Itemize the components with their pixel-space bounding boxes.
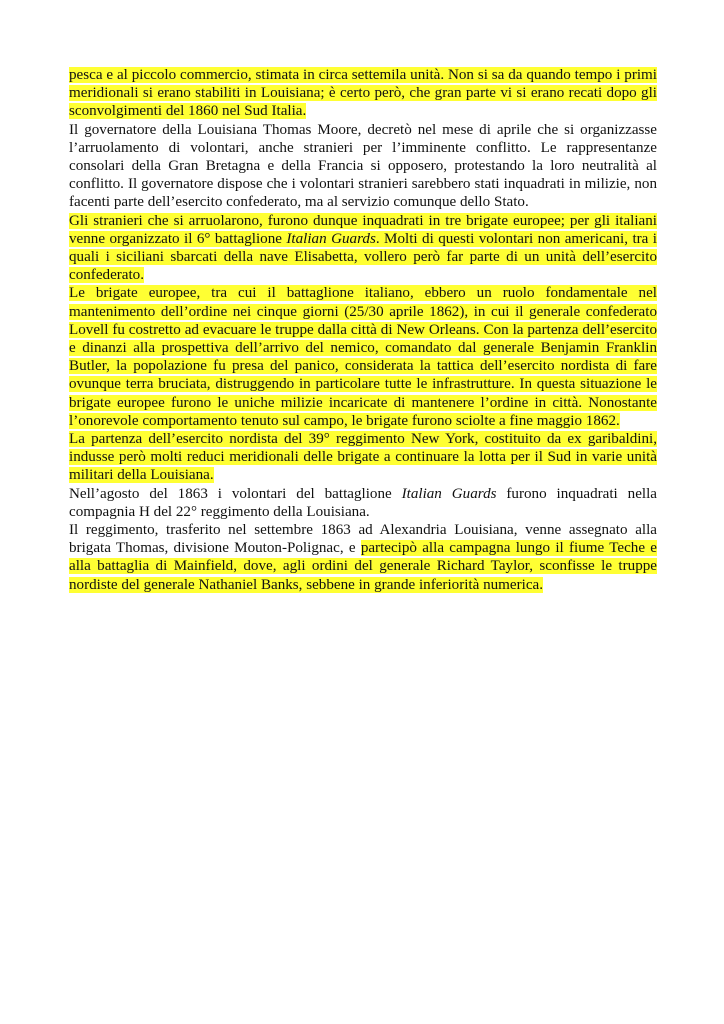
highlighted-text: partecipò alla campagna lungo il fiume Teche e alla battaglia di Mainfield, dove, agli ordini del generale Richard Taylor, sconfisse le truppe nordiste del generale Nathaniel Banks, sebbene in grande inferiorità numerica. <box>69 540 657 593</box>
paragraph <box>69 430 657 485</box>
paragraph <box>69 212 657 285</box>
text-run: Il reggimento, trasferito nel settembre 1863 ad Alexandria Louisiana, venne assegnato alla brigata Thomas, divisione Mouton-Polignac, e <box>69 522 657 557</box>
document-body <box>69 66 657 594</box>
text-run: furono inquadrati nella compagnia H del 22° reggimento della Louisiana. <box>69 485 657 520</box>
text-run: Il governatore della Louisiana Thomas Moore, decretò nel mese di aprile che si organizzasse l’arruolamento di volontari, anche stranieri per l’imminente conflitto. Le rappresentanze consolari della Gran Bretagna e della Francia si opposero, protestando la loro neutralità al conflitto. Il governatore dispose che i volontari stranieri sarebbero stati inquadrati in milizie, non facenti parte dell’esercito confederato, ma al servizio comunque dello Stato. <box>69 121 657 211</box>
highlighted-text: Italian Guards <box>286 230 376 247</box>
paragraph <box>69 521 657 594</box>
paragraph <box>69 121 657 212</box>
highlighted-text: . Molti di questi volontari non americani, tra i quali i siciliani sbarcati della nave Elisabetta, vollero però far parte di un unità dell’esercito confederato. <box>69 230 657 284</box>
highlighted-text: Le brigate europee, tra cui il battaglione italiano, ebbero un ruolo fondamentale nel mantenimento dell’ordine nei cinque giorni (25/30 aprile 1862), in cui il generale confederato Lovell fu costretto ad evacuare le truppe dalla città di New Orleans. Con la partenza dell’esercito e dinanzi alla prospettiva dell’arrivo del nemico, comandato dal generale Benjamin Franklin Butler, la popolazione fu presa del panico, considerata la tattica dell’esercito nordista di fare ovunque terra bruciata, distruggendo in particolare tutte le infrastrutture. In questa situazione le brigate europee furono le uniche milizie incaricate di mantenere l’ordine in città. Nonostante l’onorevole comportamento tenuto sul campo, le brigate furono sciolte a fine maggio 1862. <box>69 285 657 429</box>
paragraph <box>69 284 657 430</box>
paragraph <box>69 66 657 121</box>
highlighted-text: pesca e al piccolo commercio, stimata in circa settemila unità. Non si sa da quando tempo i primi meridionali si erano stabiliti in Louisiana; è certo però, che gran parte vi si erano recati dopo gli sconvolgimenti del 1860 nel Sud Italia. <box>69 67 657 120</box>
highlighted-text: La partenza dell’esercito nordista del 39° reggimento New York, costituito da ex garibaldini, indusse però molti reduci meridionali delle brigate a continuare la lotta per il Sud in varie unità militari della Louisiana. <box>69 431 657 484</box>
paragraph <box>69 485 657 521</box>
text-run: Nell’agosto del 1863 i volontari del battaglione <box>69 485 402 502</box>
highlighted-text: Gli stranieri che si arruolarono, furono dunque inquadrati in tre brigate europee; per gli italiani venne organizzato il 6° battaglione <box>69 212 657 247</box>
text-run: Italian Guards <box>401 485 497 502</box>
